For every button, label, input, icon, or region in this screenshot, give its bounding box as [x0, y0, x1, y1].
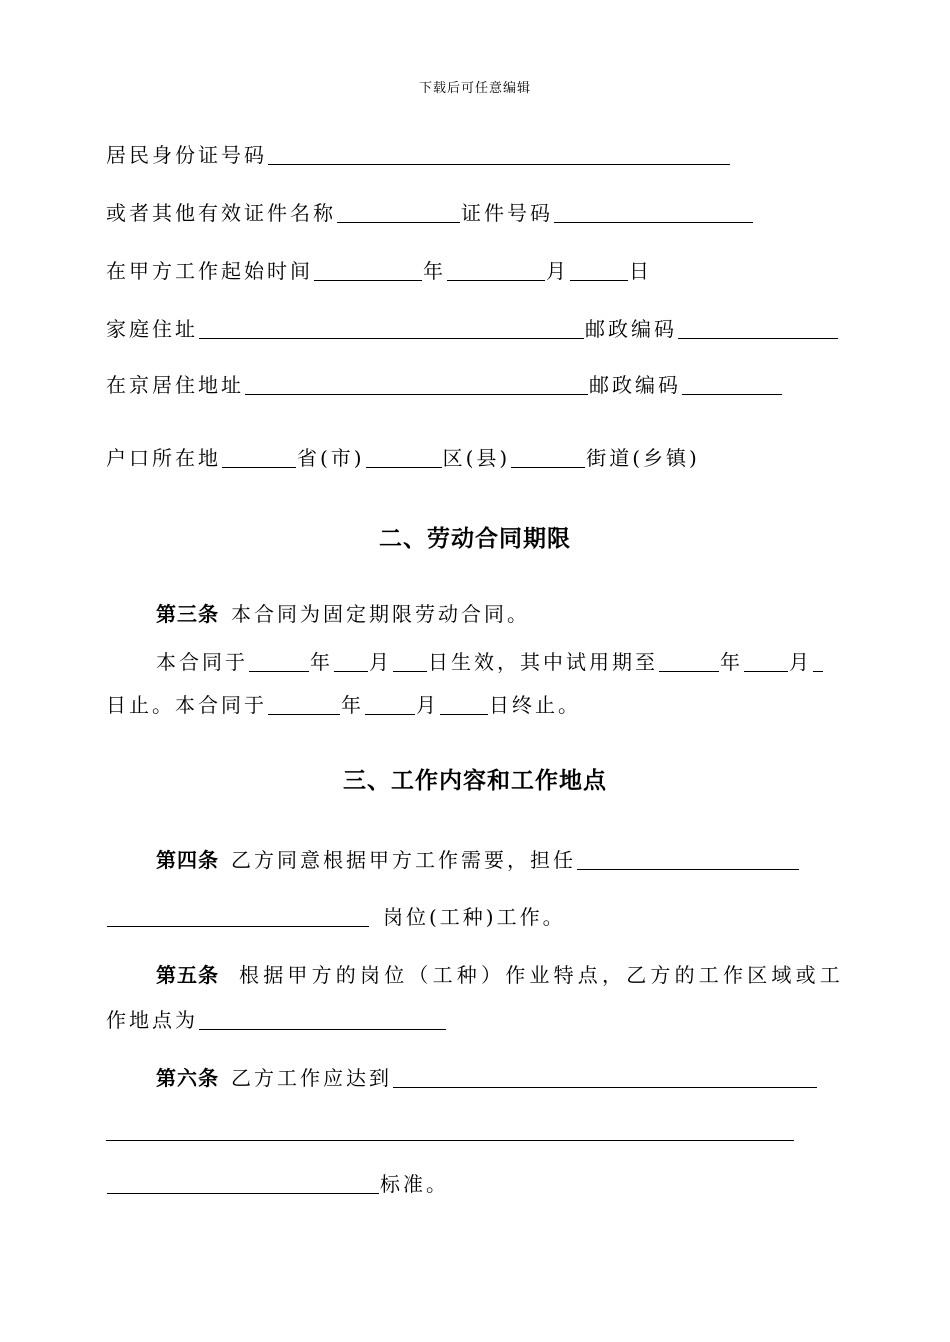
contract-start-label: 本合同于 — [156, 650, 248, 674]
article6-label: 第六条 — [156, 1066, 219, 1090]
street-label: 街道(乡镇) — [586, 446, 700, 470]
year-label: 年 — [423, 259, 446, 283]
beijing-address-row — [106, 368, 783, 398]
article5-label: 第五条 — [156, 963, 219, 987]
section3-title: 三、工作内容和工作地点 — [343, 768, 607, 794]
other-id-number-label: 证件号码 — [461, 201, 553, 225]
article3-row — [156, 597, 530, 627]
other-id-name-label: 或者其他有效证件名称 — [106, 201, 336, 225]
start-year-blank[interactable] — [314, 258, 422, 281]
end-day-fill[interactable] — [440, 692, 488, 715]
start-year-fill[interactable] — [249, 649, 309, 672]
period-year-label: 年 — [310, 650, 333, 674]
end-month-fill[interactable] — [365, 692, 415, 715]
id-number-blank[interactable] — [268, 142, 730, 165]
beijing-postal-label: 邮政编码 — [589, 373, 681, 397]
section2-title: 二、劳动合同期限 — [379, 526, 571, 552]
article6-text: 乙方工作应达到 — [231, 1066, 392, 1090]
page-header: 下载后可任意编辑 — [418, 81, 531, 96]
article5-row — [156, 958, 844, 988]
hukou-row — [106, 441, 700, 471]
id-number-label: 居民身份证号码 — [106, 143, 267, 167]
article4-row — [156, 843, 800, 873]
other-id-name-blank[interactable] — [337, 200, 460, 223]
other-id-number-blank[interactable] — [554, 200, 753, 223]
article3-label: 第三条 — [156, 602, 219, 626]
start-day-blank[interactable] — [570, 258, 628, 281]
article5-text: 根据甲方的岗位（工种）作业特点，乙方的工作区域或工 — [239, 963, 844, 987]
contract-period-row — [156, 645, 824, 675]
article4-label: 第四条 — [156, 848, 219, 872]
hukou-district-blank[interactable] — [366, 445, 442, 468]
home-address-blank[interactable] — [199, 316, 584, 339]
start-time-row — [106, 254, 652, 284]
hukou-label: 户口所在地 — [106, 446, 221, 470]
article6-standard-blank-3[interactable] — [107, 1171, 379, 1194]
article4-post-blank-2[interactable] — [107, 904, 369, 927]
other-id-row — [106, 196, 754, 226]
province-label: 省(市) — [297, 446, 365, 470]
article3-text: 本合同为固定期限劳动合同。 — [231, 602, 530, 626]
article4-text: 乙方同意根据甲方工作需要，担任 — [231, 848, 576, 872]
article5-location-blank[interactable] — [199, 1007, 446, 1030]
start-day-fill[interactable] — [393, 649, 427, 672]
contract-end-row — [106, 688, 581, 718]
home-address-row — [106, 312, 839, 342]
probation-month-fill[interactable] — [744, 649, 788, 672]
home-postal-label: 邮政编码 — [585, 317, 677, 341]
article4-end: 岗位(工种)工作。 — [383, 905, 566, 929]
probation-day-fill[interactable] — [813, 649, 823, 672]
hukou-province-blank[interactable] — [222, 445, 296, 468]
month-label: 月 — [546, 259, 569, 283]
end-text: 日终止。 — [489, 693, 581, 717]
article4-post-blank[interactable] — [577, 847, 799, 870]
probation-year-label: 年 — [720, 650, 743, 674]
end-month-label: 月 — [416, 693, 439, 717]
start-time-label: 在甲方工作起始时间 — [106, 259, 313, 283]
article6-end-row — [106, 1167, 449, 1197]
article6-standard-blank[interactable] — [393, 1065, 817, 1088]
article6-standard-blank-2[interactable] — [106, 1140, 794, 1141]
home-postal-blank[interactable] — [678, 316, 838, 339]
beijing-address-label: 在京居住地址 — [106, 373, 244, 397]
home-address-label: 家庭住址 — [106, 317, 198, 341]
until-text: 日止。本合同于 — [106, 693, 267, 717]
id-number-row — [106, 138, 731, 168]
article5-cont-row — [106, 1003, 447, 1033]
effective-text: 日生效，其中试用期至 — [428, 650, 658, 674]
article6-row — [156, 1061, 818, 1091]
probation-year-fill[interactable] — [659, 649, 719, 672]
start-month-blank[interactable] — [447, 258, 545, 281]
district-label: 区(县) — [442, 446, 511, 470]
beijing-postal-blank[interactable] — [682, 372, 782, 395]
period-month-label: 月 — [369, 650, 392, 674]
end-year-label: 年 — [341, 693, 364, 717]
hukou-street-blank[interactable] — [511, 445, 585, 468]
day-label: 日 — [629, 259, 652, 283]
end-year-fill[interactable] — [268, 692, 340, 715]
beijing-address-blank[interactable] — [245, 372, 588, 395]
article6-end: 标准。 — [380, 1172, 449, 1196]
article4-cont-row — [106, 900, 566, 930]
start-month-fill[interactable] — [334, 649, 368, 672]
article5-cont: 作地点为 — [106, 1008, 198, 1032]
probation-month-label: 月 — [789, 650, 812, 674]
